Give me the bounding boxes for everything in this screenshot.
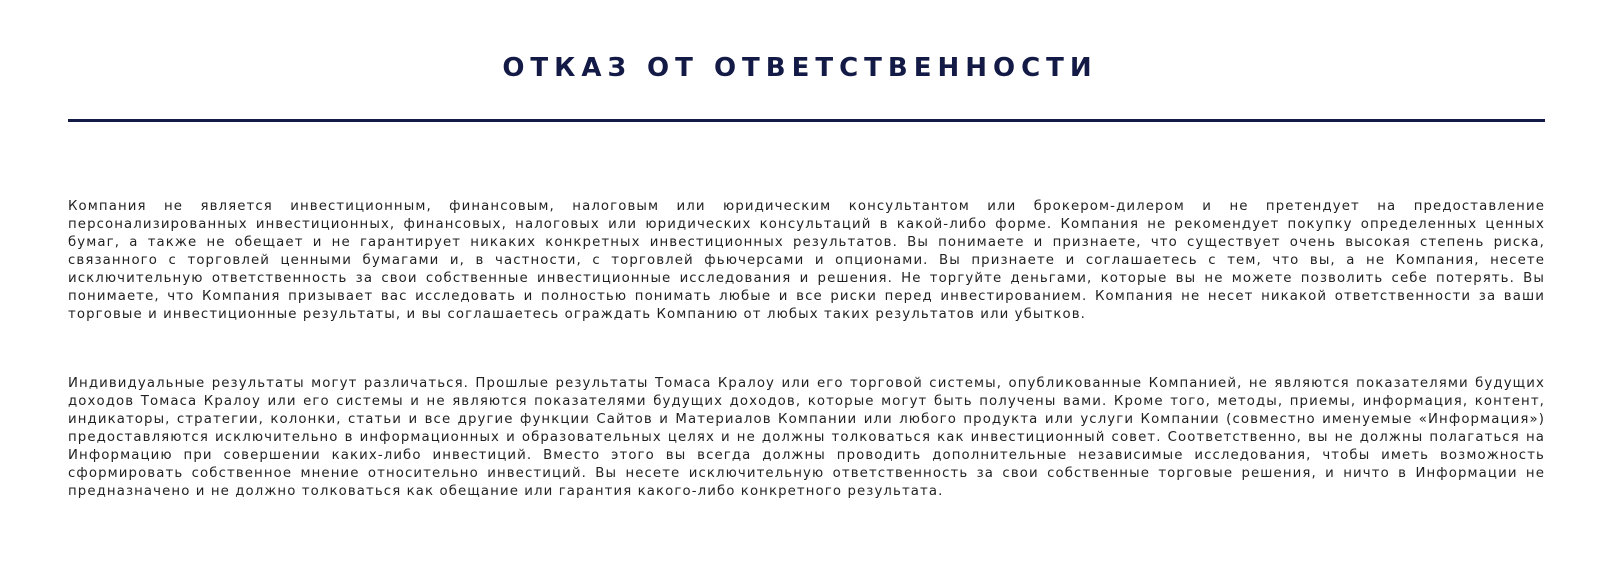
disclaimer-paragraph-2: Индивидуальные результаты могут различаться. Прошлые результаты Томаса Кралоу или его торговой системы, опубликованные Компанией, не являются показателями будущих доходов Томаса Кралоу или его системы и не являются показателями будущих доходов, которые могут быть получены вами. Кроме того, методы, приемы, информация, контент, индикаторы, стратегии, колонки, статьи и все другие функции Сайтов и Материалов Компании или любого продукта или услуги Компании (совместно именуемые «Информация») предоставляются исключительно в информационных и образовательных целях и не должны толковаться как инвестиционный совет. Соответственно, вы не должны полагаться на Информацию при совершении каких-либо инвестиций. Вместо этого вы всегда должны проводить дополнительные независимые исследования, чтобы иметь возможность сформировать собственное мнение относительно инвестиций. Вы несете исключительную ответственность за свои собственные торговые решения, и ничто в Информации не предназначено и не должно толковаться как обещание или гарантия какого-либо конкретного результата. bbox=[68, 376, 1545, 499]
disclaimer-paragraph-1: Компания не является инвестиционным, финансовым, налоговым или юридическим консультантом или брокером-дилером и не претендует на предоставление персонализированных инвестиционных, финансовых, налоговых или юридических консультаций в какой-либо форме. Компания не рекомендует покупку определенных ценных бумаг, а также не обещает и не гарантирует никаких конкретных инвестиционных результатов. Вы понимаете и признаете, что существует очень высокая степень риска, связанного с торговлей ценными бумагами и, в частности, с торговлей фьючерсами и опционами. Вы признаете и соглашаетесь с тем, что вы, а не Компания, несете исключительную ответственность за свои собственные инвестиционные исследования и решения. Не торгуйте деньгами, которые вы не можете позволить себе потерять. Вы понимаете, что Компания призывает вас исследовать и полностью понимать любые и все риски перед инвестированием. Компания не несет никакой ответственности за ваши торговые и инвестиционные результаты, и вы соглашаетесь ограждать Компанию от любых таких результатов или убытков. bbox=[68, 199, 1545, 322]
page-title: ОТКАЗ ОТ ОТВЕТСТВЕННОСТИ bbox=[502, 53, 1098, 83]
title-divider bbox=[68, 119, 1545, 122]
